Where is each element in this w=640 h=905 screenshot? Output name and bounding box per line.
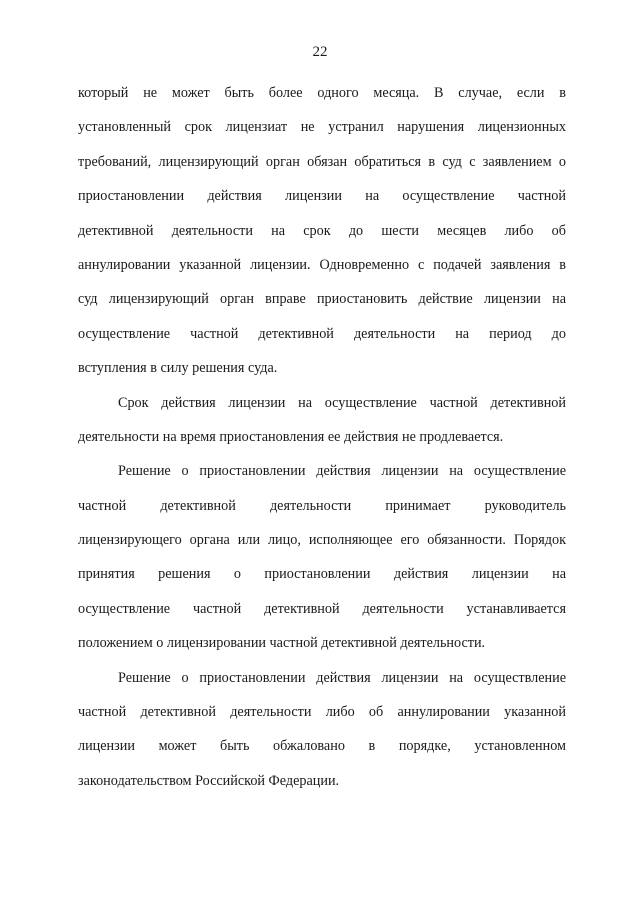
text-line: который не может быть более одного месяца. В случае, если в bbox=[78, 85, 566, 101]
text-line: лицензии может быть обжаловано в порядке, установленном bbox=[78, 738, 566, 755]
page-number: 22 bbox=[312, 44, 328, 60]
text-line: аннулировании указанной лицензии. Одновременно с подачей заявления в bbox=[78, 256, 566, 273]
text-line: требований, лицензирующий орган обязан обратиться в суд с заявлением о bbox=[78, 153, 566, 170]
text-line: осуществление частной детективной деятельности на период до bbox=[78, 325, 566, 342]
text-line: приостановлении действия лицензии на осуществление частной bbox=[78, 188, 566, 205]
text-line: Решение о приостановлении действия лицензии на осуществление bbox=[118, 463, 566, 480]
text-line: вступления в силу решения суда. bbox=[78, 360, 278, 377]
text-line: деятельности на время приостановления ее действия не продлевается. bbox=[78, 428, 504, 445]
text-line: детективной деятельности на срок до шести месяцев либо об bbox=[78, 222, 566, 239]
body-text bbox=[78, 76, 566, 798]
text-line: Решение о приостановлении действия лицензии на осуществление bbox=[118, 669, 566, 686]
text-line: осуществление частной детективной деятельности устанавливается bbox=[78, 600, 566, 617]
text-line: законодательством Российской Федерации. bbox=[78, 772, 340, 789]
text-line: суд лицензирующий орган вправе приостановить действие лицензии на bbox=[78, 291, 566, 308]
text-line: Срок действия лицензии на осуществление частной детективной bbox=[118, 394, 566, 411]
text-line: частной детективной деятельности либо об аннулировании указанной bbox=[78, 704, 566, 721]
text-line: положением о лицензировании частной детективной деятельности. bbox=[78, 635, 486, 652]
text-line: установленный срок лицензиат не устранил нарушения лицензионных bbox=[78, 119, 566, 136]
text-line: лицензирующего органа или лицо, исполняющее его обязанности. Порядок bbox=[78, 532, 566, 549]
text-line: принятия решения о приостановлении действия лицензии на bbox=[78, 566, 566, 583]
text-line: частной детективной деятельности принимает руководитель bbox=[78, 497, 566, 514]
